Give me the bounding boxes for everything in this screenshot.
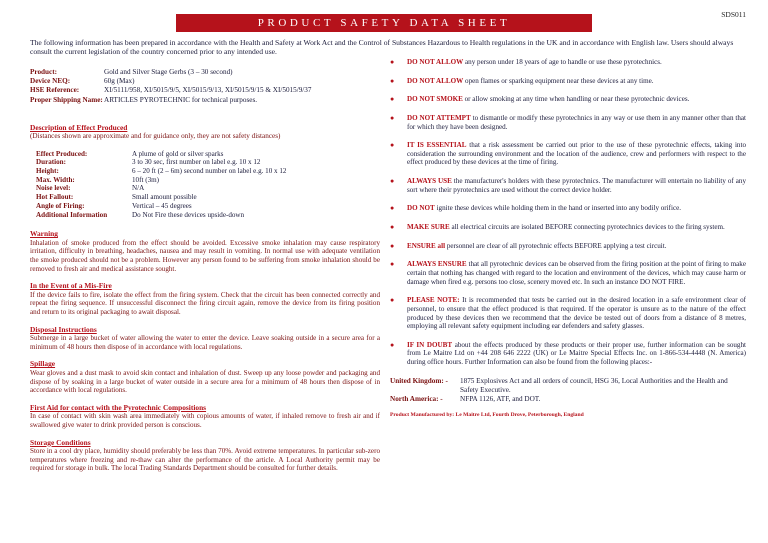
- contact-label: North America: -: [390, 395, 443, 404]
- section-heading: Storage Conditions: [30, 437, 91, 447]
- info-sections: [30, 229, 380, 473]
- effect-label: Max. Width:: [36, 175, 75, 184]
- bullet-lead: ENSURE all: [407, 241, 446, 250]
- safety-bullet: [390, 77, 746, 86]
- bullet-icon: ●: [390, 76, 395, 85]
- bullet-text: It is recommended that tests be carried out in the desired location in a safe environment clear of personnel, to ensure that the effect produced is that required. If the operator is unsure as to the nature of the effect produced by these devices then we recommend that the device be tested out of doors from a distance of 8 metres, employing all relevant safety equipment including ear defenders and safety glasses.: [407, 296, 746, 331]
- effect-value: 3 to 30 sec, first number on label e.g. 10 x 12: [132, 158, 261, 167]
- section-heading: Disposal Instructions: [30, 324, 97, 334]
- contact-label: United Kingdom: -: [390, 376, 448, 385]
- document-id: SDS011: [721, 10, 746, 19]
- bullet-icon: ●: [390, 177, 395, 186]
- bullet-icon: ●: [390, 95, 395, 104]
- bullet-icon: ●: [390, 141, 395, 150]
- effect-label: Angle of Firing:: [36, 201, 85, 210]
- bullet-icon: ●: [390, 204, 395, 213]
- bullet-lead: MAKE SURE: [407, 223, 450, 232]
- product-info-value: Gold and Silver Stage Gerbs (3 – 30 second): [104, 68, 233, 76]
- bullet-text: that a risk assessment be carried out prior to the use of these pyrotechnic effects, taking into consideration the surrounding environment and the location of the audience, crew and performers with respect to the effect produced by these devices at the time of firing.: [407, 141, 746, 167]
- bullet-text: open flames or sparking equipment near these devices at any time.: [463, 76, 654, 85]
- safety-bullets: [390, 58, 746, 367]
- intro-paragraph: The following information has been prepared in accordance with the Health and Safety at Work Act and the Control of Substances Hazardous to Health regulations in the UK and in accordance with English law. Users should always consult the current legislation of the country concerned prior to any intended use.: [30, 38, 734, 57]
- bullet-lead: IF IN DOUBT: [407, 340, 453, 349]
- right-column: [390, 58, 746, 420]
- safety-bullet: [390, 223, 746, 232]
- bullet-lead: DO NOT SMOKE: [407, 95, 463, 104]
- bullet-text: all electrical circuits are isolated BEFORE connecting pyrotechnics devices to the firing system.: [449, 223, 725, 232]
- bullet-icon: ●: [390, 340, 395, 349]
- safety-bullet: [390, 58, 746, 67]
- effect-label: Effect Produced:: [36, 149, 88, 158]
- safety-bullet: [390, 260, 746, 286]
- bullet-text: personnel are clear of all pyrotechnic effects BEFORE applying a test circuit.: [445, 241, 667, 250]
- bullet-icon: ●: [390, 223, 395, 232]
- effect-value: A plume of gold or silver sparks: [132, 149, 224, 158]
- contact-row: [390, 395, 746, 404]
- page-title: PRODUCT SAFETY DATA SHEET: [176, 14, 592, 32]
- safety-bullet: [390, 177, 746, 194]
- section-body: Submerge in a large bucket of water allowing the water to enter the device. Leave soaking outside in a secure area for a minimum of 48 hours then dispose of in accordance with local regulations.: [30, 334, 380, 351]
- safety-bullet: [390, 296, 746, 331]
- effect-label: Height:: [36, 167, 59, 175]
- safety-bullet: [390, 341, 746, 367]
- section-body: Inhalation of smoke produced from the effect should be avoided. Excessive smoke inhalation may cause respiratory irritation, difficulty in breathing, headaches, nausea and may result in vomiting. In normal use with adequate ventilation the smoke produced should not be a problem. However any person found to be suffering from smoke inhalation should be removed to fresh air and medical assistance sought.: [30, 238, 380, 273]
- bullet-icon: ●: [390, 113, 395, 122]
- safety-bullet: [390, 95, 746, 104]
- bullet-lead: DO NOT: [407, 204, 435, 213]
- product-info-label: Device NEQ:: [30, 77, 71, 86]
- bullet-text: the manufacturer's holders with these pyrotechnics. The manufacturer will entertain no liability of any sort where their pyrotechnics are used without the correct device holder.: [407, 177, 746, 194]
- section-body: If the device fails to fire, isolate the effect from the firing system. Check that the circuit has been connected correctly and repeat the firing sequence. If unsuccessful disconnect the firing circuit again, remove the device from its firing position and return to its original packaging to await disposal.: [30, 290, 380, 317]
- bullet-text: about the effects produced by these products or their proper use, further information can be sought from Le Maitre Ltd on +44 208 646 2222 (UK) or Le Maitre Special Effects Inc. on 1-866-534-4448 (N. America) during office hours. Further Information can also be found from the following places:-: [407, 340, 746, 367]
- product-info-label: HSE Reference:: [30, 86, 80, 95]
- effect-value: Do Not Fire these devices upside-down: [132, 210, 245, 219]
- contacts: [390, 377, 746, 405]
- effect-value: Vertical – 45 degrees: [132, 201, 192, 210]
- product-info-value: ARTICLES PYROTECHNIC for technical purposes.: [104, 95, 258, 104]
- section-body: Store in a cool dry place, humidity should preferably be less than 70%. Avoid extreme temperatures. In particular sub-zero temperatures where freezing and re-thaw can alter the performance of the article. A Local Authority permit may be required for storage in bulk. The local Trading Standards Department should be consulted for further details.: [30, 447, 380, 473]
- product-info-label: Product:: [30, 68, 58, 76]
- left-column: [30, 68, 380, 473]
- effect-table: [36, 150, 380, 220]
- product-info-value: XI/5111/958, XI/5015/9/5, XI/5015/9/13, XI/5015/9/15 & XI/5015/9/37: [104, 86, 312, 95]
- effect-value: 6 – 20 ft (2 – 6m) second number on label e.g. 10 x 12: [132, 167, 287, 175]
- safety-bullet: [390, 114, 746, 131]
- bullet-text: or allow smoking at any time when handling or near these pyrotechnic devices.: [462, 95, 690, 104]
- effect-label: Additional Information: [36, 210, 108, 219]
- section-heading: Warning: [30, 229, 58, 239]
- contact-value: NFPA 1126, ATF, and DOT.: [460, 395, 541, 404]
- effect-value: 10ft (3m): [132, 175, 159, 184]
- effect-label: Duration:: [36, 158, 66, 167]
- bullet-lead: ALWAYS USE: [407, 177, 452, 186]
- effect-heading: Description of Effect Produced: [30, 122, 128, 132]
- section-heading: First Aid for contact with the Pyrotechnic Compositions: [30, 402, 207, 412]
- bullet-text: any person under 18 years of age to handle or use these pyrotechnics.: [463, 58, 662, 66]
- section-body: In case of contact with skin wash area immediately with copious amounts of water, if inhaled remove to fresh air and if swallowed give water to drink provided person is conscious.: [30, 412, 380, 429]
- effect-label: Hot Fallout:: [36, 193, 74, 202]
- effect-value: N/A: [132, 184, 145, 193]
- product-info-value: 60g (Max): [104, 77, 135, 86]
- bullet-icon: ●: [390, 58, 395, 66]
- effect-value: Small amount possible: [132, 193, 197, 202]
- bullet-icon: ●: [390, 260, 395, 269]
- bullet-lead: DO NOT ALLOW: [407, 58, 464, 66]
- bullet-lead: PLEASE NOTE:: [407, 296, 460, 305]
- safety-bullet: [390, 242, 746, 251]
- bullet-text: that all pyrotechnic devices can be observed from the firing position at the point of firing to make certain that nothing has changed with regard to the location and environment of the devices, which may cause harm or damage when fired e.g. persons too close, scenery moved etc. In such an instance DO NOT FIRE.: [407, 260, 746, 286]
- section-body: Wear gloves and a dust mask to avoid skin contact and inhalation of dust. Sweep up any loose powder and packaging and dispose of by soaking in a large bucket of water outside in a secure area for a minimum of 48 hours then dispose of in accordance with local regulations.: [30, 368, 380, 395]
- effect-label: Noise level:: [36, 184, 71, 193]
- bullet-text: to dismantle or modify these pyrotechnics in any way or use them in any manner other than that for which they have been designed.: [407, 113, 746, 131]
- product-info: [30, 68, 380, 105]
- bullet-icon: ●: [390, 296, 395, 305]
- section-heading: In the Event of a Mis-Fire: [30, 281, 112, 291]
- bullet-lead: ALWAYS ENSURE: [407, 260, 467, 269]
- contact-value: 1875 Explosives Act and all orders of council, HSG 36, Local Authorities and the Health and Safety Executive.: [460, 376, 728, 394]
- manufacturer-footer: Product Manufactured by: Le Maitre Ltd, Fourth Drove, Peterborough, England: [390, 412, 584, 419]
- safety-bullet: [390, 141, 746, 167]
- bullet-text: ignite these devices while holding them in the hand or inserted into any bodily orifice.: [434, 204, 682, 213]
- bullet-lead: DO NOT ATTEMPT: [407, 113, 471, 122]
- contact-row: [390, 377, 746, 395]
- section-heading: Spillage: [30, 359, 56, 369]
- bullet-lead: DO NOT ALLOW: [407, 76, 464, 85]
- product-info-label: Proper Shipping Name:: [30, 95, 103, 104]
- safety-bullet: [390, 204, 746, 213]
- bullet-icon: ●: [390, 241, 395, 250]
- effect-note: (Distances shown are approximate and for guidance only, they are not safety distances): [30, 132, 281, 141]
- bullet-lead: IT IS ESSENTIAL: [407, 141, 467, 150]
